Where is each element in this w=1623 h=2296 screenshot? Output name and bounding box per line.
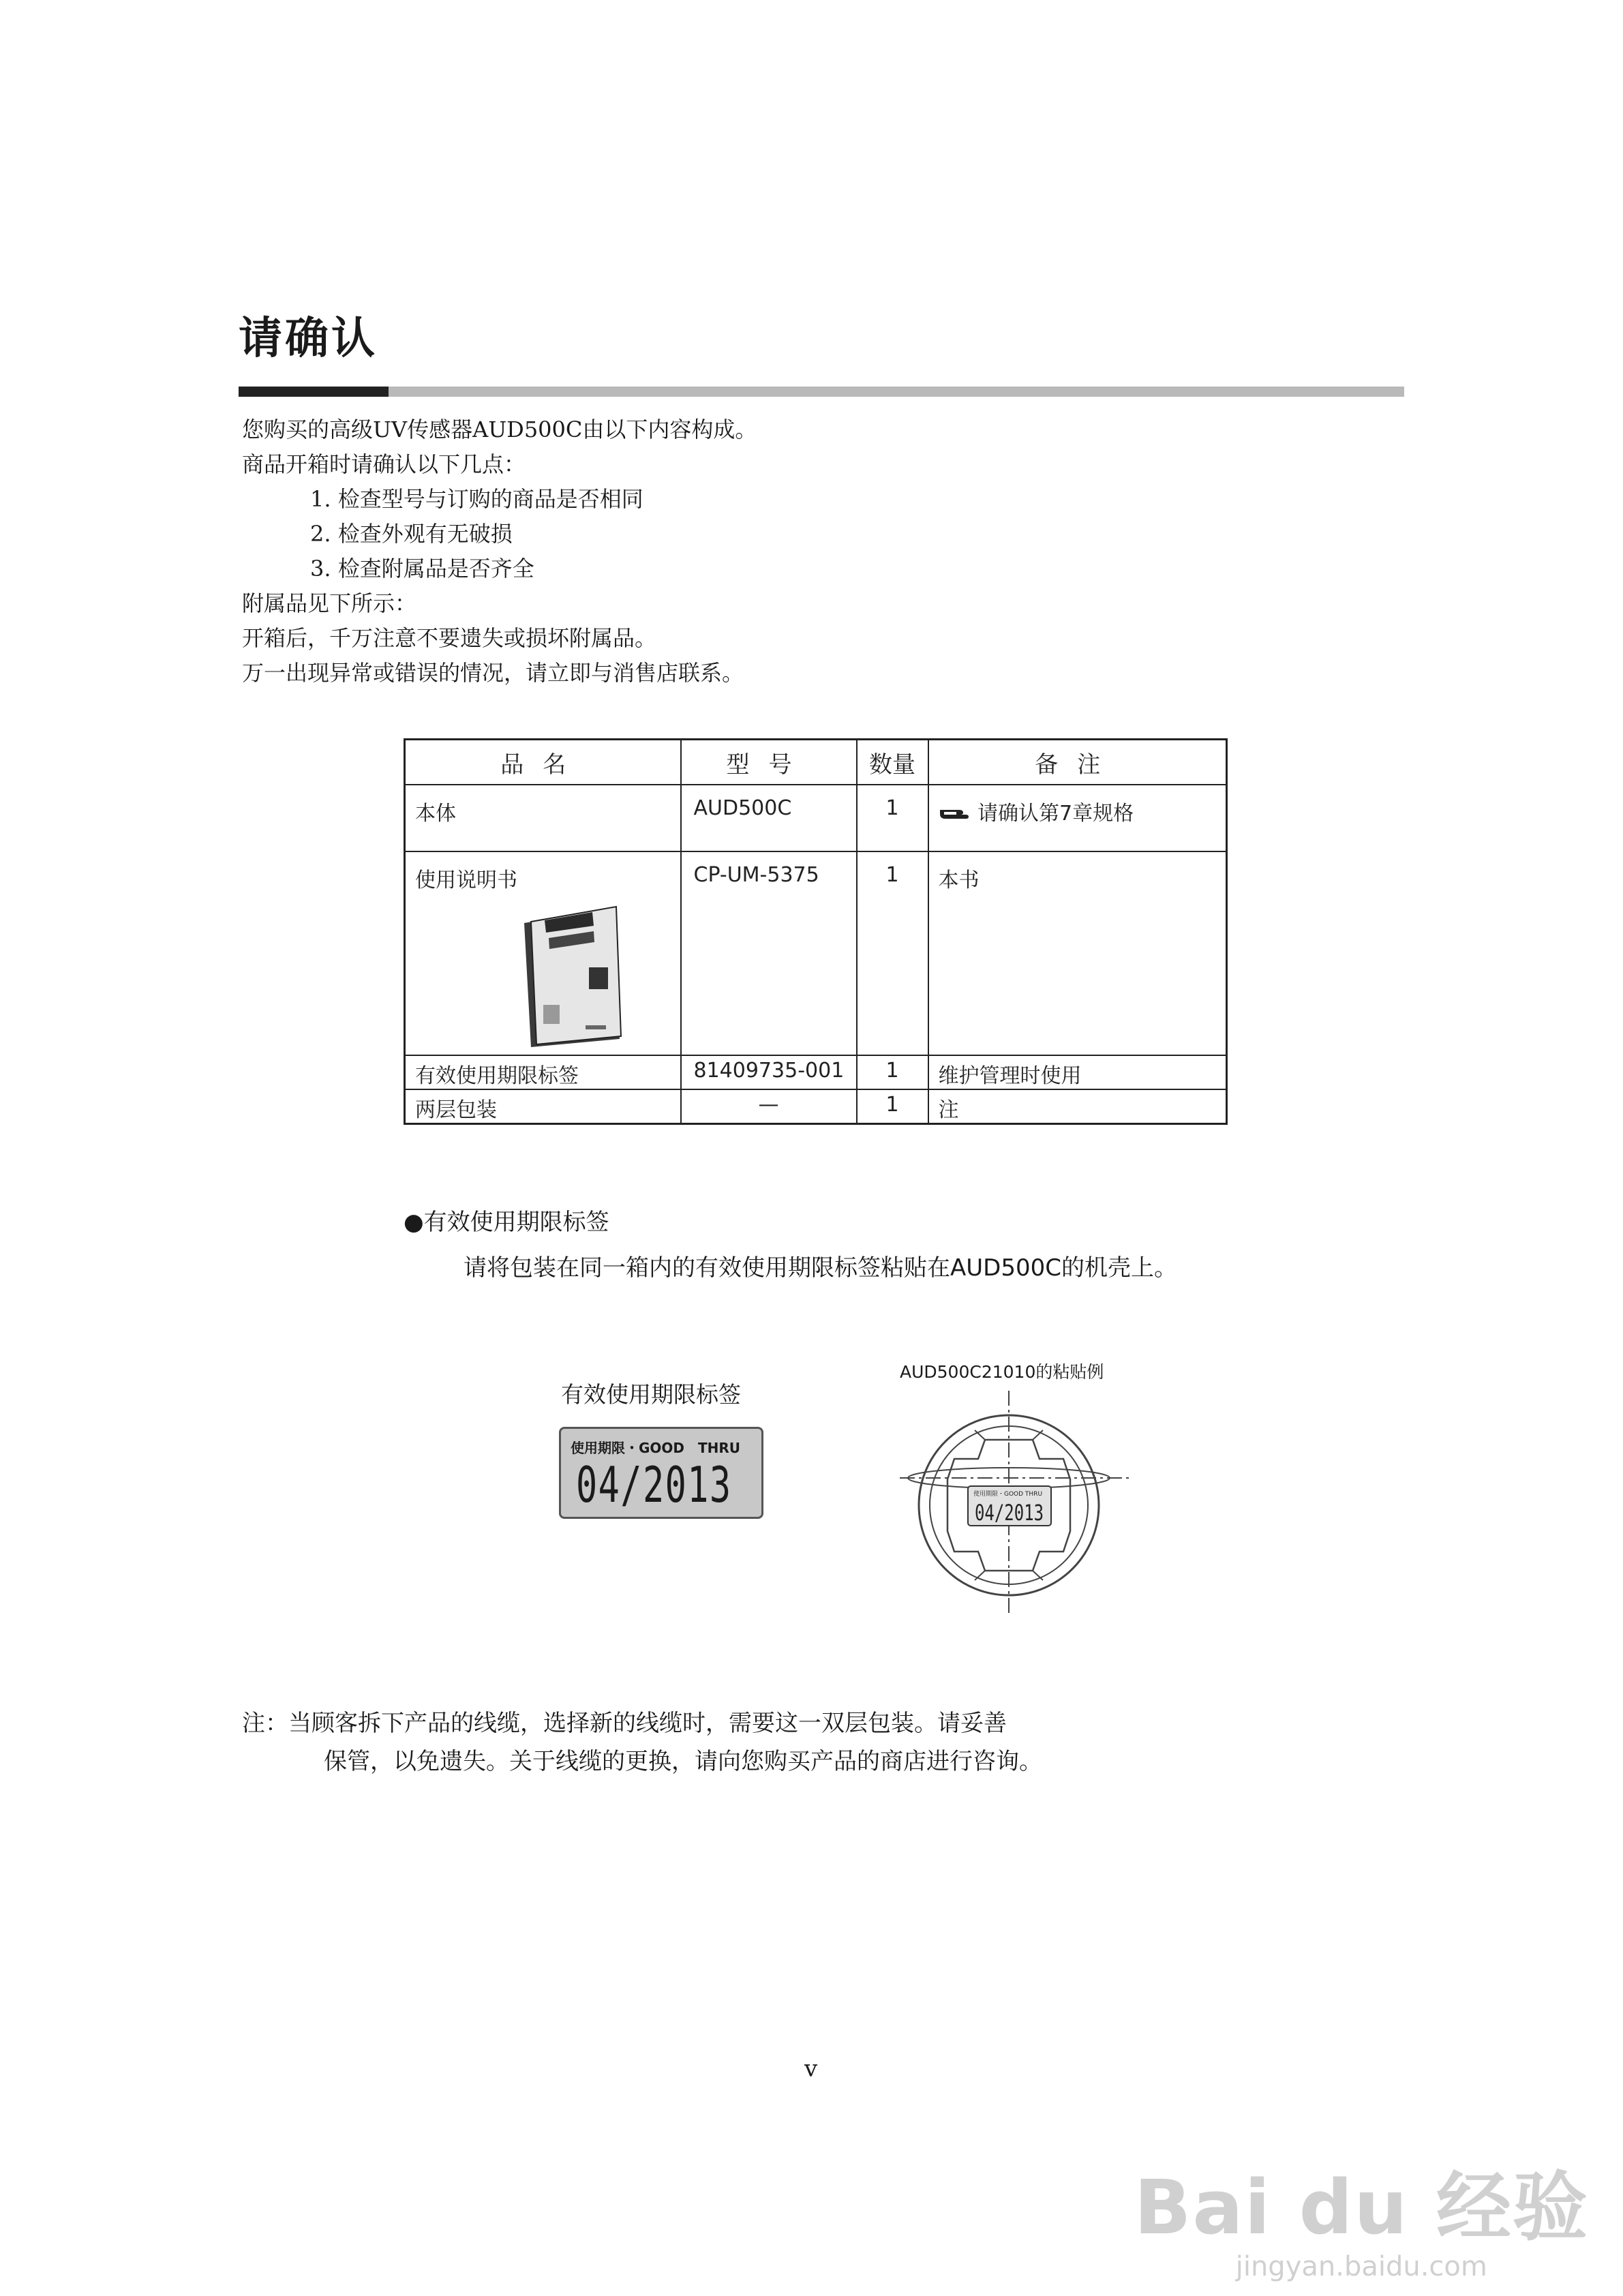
section-heading: ●有效使用期限标签 [404,1209,609,1236]
watermark-brand: Bai du 经验 [1134,2164,1589,2251]
accessories-table [404,738,1228,1125]
cell-model: 81409735-001 [681,1055,857,1089]
label-caption: 有效使用期限标签 [561,1381,741,1408]
intro-line: 附属品见下所示： [242,590,417,616]
footnote-line: 保管，以免遗失。关于线缆的更换，请向您购买产品的商店进行咨询。 [324,1748,1042,1775]
header-qty: 数量 [857,740,928,785]
mini-label-head: 使用期限・GOOD THRU [973,1491,1043,1498]
section-description: 请将包装在同一箱内的有效使用期限标签粘贴在AUD500C的机壳上。 [464,1254,1177,1282]
label-head: 使用期限・GOOD THRU [571,1440,741,1456]
intro-line: 万一出现异常或错误的情况，请立即与消售店联系。 [242,660,744,686]
cell-note: 维护管理时使用 [928,1055,1227,1089]
cell-model: AUD500C [681,785,857,851]
footnote [242,1704,1042,1781]
cell-model: CP-UM-5375 [681,851,857,1055]
label-date: 04/2013 [576,1456,732,1513]
table-header-row [405,740,1227,785]
cell-name [405,851,681,1055]
check-item: 1. 检查型号与订购的商品是否相同 [310,486,643,512]
table-row [405,1055,1227,1089]
intro-line: 开箱后，千万注意不要遗失或损坏附属品。 [242,625,657,651]
expiry-label-sample [559,1427,763,1519]
cell-name: 本体 [405,785,681,851]
check-item: 2. 检查外观有无破损 [310,521,513,547]
cell-name: 有效使用期限标签 [405,1055,681,1089]
header-model: 型号 [681,740,857,785]
cell-note: 注 [928,1089,1227,1124]
title-rule-accent [239,387,389,397]
note-text: 请确认第7章规格 [977,802,1134,826]
manual-book-illustration [517,903,626,1049]
example-caption: AUD500C21010的粘贴例 [900,1362,1104,1382]
cell-qty: 1 [857,785,928,851]
footnote-line: 注：当顾客拆下产品的线缆，选择新的线缆时，需要这一双层包装。请妥善 [242,1710,1007,1737]
cell-note: 本书 [928,851,1227,1055]
cell-qty: 1 [857,1089,928,1124]
header-note: 备注 [928,740,1227,785]
table-row [405,851,1227,1055]
cell-name: 两层包装 [405,1089,681,1124]
header-name: 品名 [405,740,681,785]
cell-note [928,785,1227,851]
check-item: 3. 检查附属品是否齐全 [310,556,534,581]
cell-model: — [681,1089,857,1124]
mini-label-date: 04/2013 [975,1500,1044,1526]
pointing-hand-icon [939,806,971,822]
page-title: 请确认 [239,314,378,364]
title-rule [239,387,1404,397]
intro-text [242,412,757,691]
intro-line: 您购买的高级UV传感器AUD500C由以下内容构成。 [242,417,757,442]
table-row [405,1089,1227,1124]
page-number: v [804,2055,818,2083]
cell-qty: 1 [857,851,928,1055]
cell-name-text: 使用说明书 [415,868,517,892]
watermark-url: jingyan.baidu.com [1235,2251,1487,2282]
cell-qty: 1 [857,1055,928,1089]
baidu-watermark [1134,2147,1589,2282]
table-row [405,785,1227,851]
sensor-sticker-diagram [900,1391,1132,1616]
intro-line: 商品开箱时请确认以下几点： [242,451,526,477]
